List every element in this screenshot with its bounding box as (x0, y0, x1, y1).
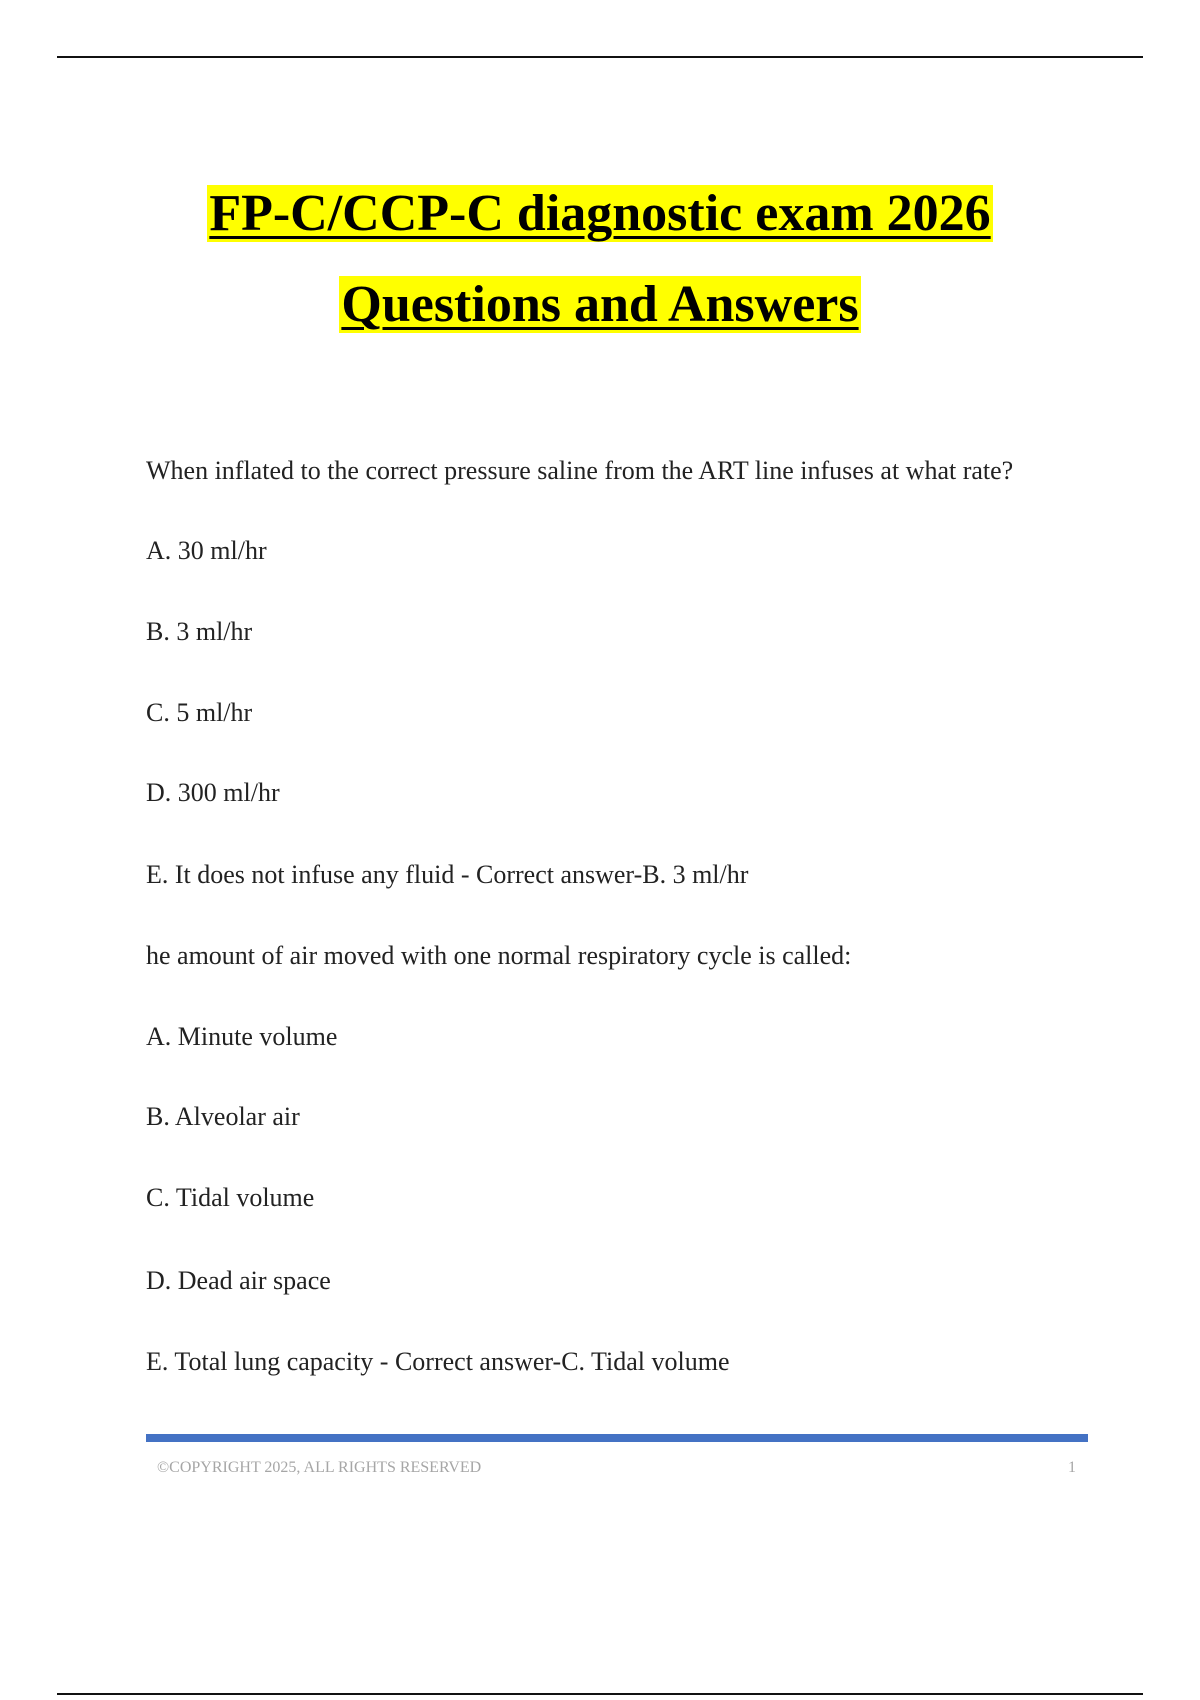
question-2-option-d: D. Dead air space (146, 1266, 331, 1295)
page-title-line-1 (0, 184, 1200, 244)
title-line-1-text: FP-C/CCP-C diagnostic exam 2026 (209, 185, 991, 242)
question-1-option-b: B. 3 ml/hr (146, 617, 253, 646)
bottom-rule (57, 1693, 1143, 1695)
question-1-option-e-answer: E. It does not infuse any fluid - Correct answer-B. 3 ml/hr (146, 860, 749, 889)
question-2-option-c: C. Tidal volume (146, 1183, 315, 1212)
page-title-line-2 (0, 275, 1200, 335)
question-2-option-a: A. Minute volume (146, 1022, 338, 1051)
question-1-option-a: A. 30 ml/hr (146, 536, 267, 565)
question-2-option-e-answer: E. Total lung capacity - Correct answer-C. Tidal volume (146, 1347, 730, 1376)
page-number: 1 (1068, 1459, 1076, 1476)
question-1-option-c: C. 5 ml/hr (146, 698, 253, 727)
question-2-option-b: B. Alveolar air (146, 1102, 300, 1131)
footer-divider-bar (146, 1434, 1088, 1442)
title-line-2-text: Questions and Answers (341, 276, 859, 333)
question-1-text: When inflated to the correct pressure saline from the ART line infuses at what rate? (146, 456, 1014, 485)
question-2-text: he amount of air moved with one normal respiratory cycle is called: (146, 941, 852, 970)
top-rule (57, 56, 1143, 58)
question-1-option-d: D. 300 ml/hr (146, 778, 280, 807)
footer-copyright: ©COPYRIGHT 2025, ALL RIGHTS RESERVED (157, 1459, 482, 1476)
